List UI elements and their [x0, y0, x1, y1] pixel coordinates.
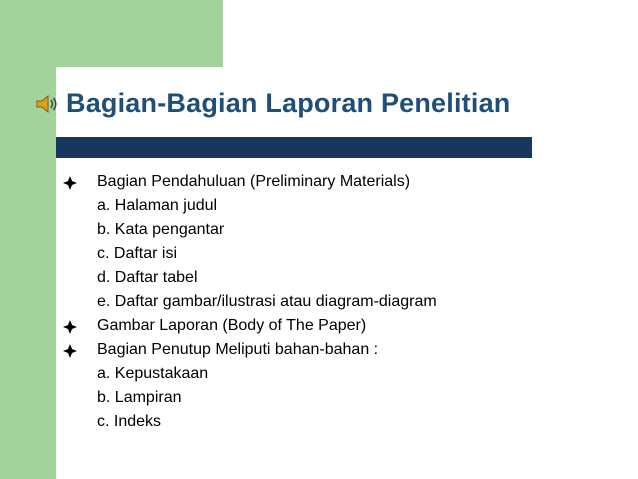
sub-item-text: c. Indeks: [97, 413, 162, 430]
sub-item: [63, 386, 623, 410]
diamond-bullet-icon: [63, 342, 77, 356]
sub-item: [63, 290, 623, 314]
sub-item-text: b. Kata pengantar: [97, 221, 225, 238]
sub-item-text: d. Daftar tabel: [97, 269, 198, 286]
bullet-text: Bagian Pendahuluan (Preliminary Materials): [97, 173, 411, 190]
speaker-icon[interactable]: [35, 93, 59, 115]
sub-item: [63, 242, 623, 266]
decorative-green-strip: [0, 136, 56, 479]
sub-item: [63, 266, 623, 290]
sub-item-text: a. Kepustakaan: [97, 365, 209, 382]
sub-item: [63, 194, 623, 218]
bullet-text: Bagian Penutup Meliputi bahan-bahan :: [97, 341, 379, 358]
sub-item-text: a. Halaman judul: [97, 197, 218, 214]
bullet-text: Gambar Laporan (Body of The Paper): [97, 317, 367, 334]
bullet-item: [63, 314, 623, 338]
bullet-item: [63, 338, 623, 362]
slide-title: Bagian-Bagian Laporan Penelitian: [66, 88, 511, 118]
sub-item: [63, 218, 623, 242]
diamond-bullet-icon: [63, 318, 77, 332]
sub-item-text: c. Daftar isi: [97, 245, 178, 262]
diamond-bullet-icon: [63, 174, 77, 188]
slide-body: [63, 170, 623, 434]
sub-item: [63, 410, 623, 434]
sub-item-text: e. Daftar gambar/ilustrasi atau diagram-diagram: [97, 293, 437, 310]
title-underline-bar: [56, 137, 532, 158]
bullet-item: [63, 170, 623, 194]
sub-item: [63, 362, 623, 386]
sub-item-text: b. Lampiran: [97, 389, 182, 406]
